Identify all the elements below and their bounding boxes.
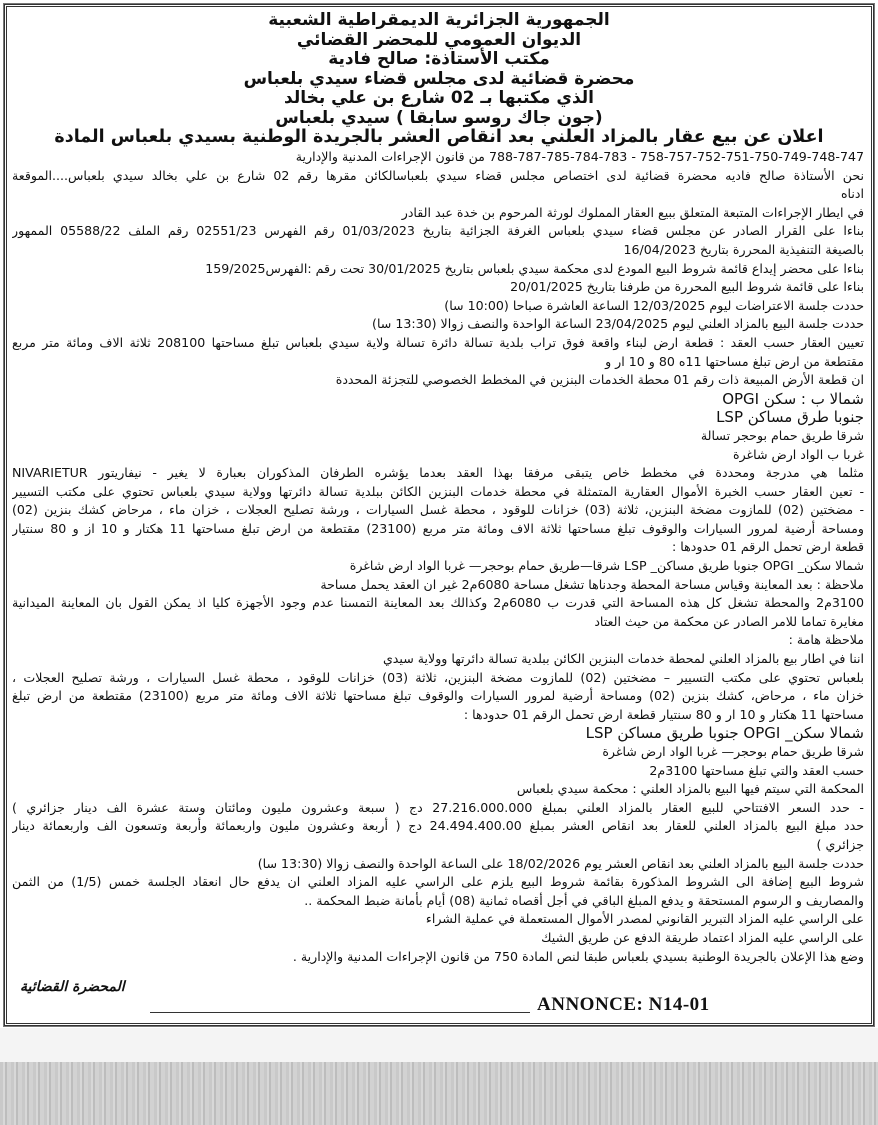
body-line: حددت جلسة البيع بالمزاد العلني بعد انقاص العشر يوم 18/02/2026 على الساعة الواحدة والنصف زوالا (13:30 سا) <box>257 855 864 871</box>
header-line: الذي مكتبها بـ 02 شارع بن علي بخالد <box>284 88 594 108</box>
body-line: - تعين العقار حسب الخبرة الأموال العقارية المتمثلة في محطة خدمات البنزين الكائن ببلدية تسالة دائرتها وولاية سيدي بلعباس تحتوي على مكتب التسيير <box>12 483 864 499</box>
body-line: ادناه <box>840 186 864 202</box>
body-line: بالصيغة التنفيذية المحررة بتاريخ 16/04/2023 <box>623 241 864 257</box>
body-line: تعيين العقار حسب العقد : قطعة ارض لبناء واقعة فوق تراب بلدية تسالة دائرة تسالة ولاية سيدي بلعباس تبلغ مساحتها 208100 ثلاثة الاف ومائة متر مربع <box>12 334 864 350</box>
body-line: وضع هذا الإعلان بالجريدة الوطنية بسيدي بلعباس طبقا لنص المادة 750 من قانون الإجراءات المدنية والإدارية . <box>292 948 864 964</box>
body-line: ان قطعة الأرض المبيعة ذات رقم 01 محطة الخدمات البنزين في المخطط الخصوصي للتجزئة المحددة <box>335 372 864 388</box>
body-line: في ايطار الإجراءات المتبعة المتعلق ببيع العقار المملوك لورثة المرحوم بن خدة عبد القادر <box>401 204 864 220</box>
body-line: حسب العقد والتي تبلغ مساحتها 3100م2 <box>649 762 864 778</box>
body-line: شرقا طريق حمام بوحجر— غربا الواد ارض شاغرة <box>602 744 864 759</box>
header-line: (جون جاك روسو سابقا ) سيدي بلعباس <box>275 107 603 128</box>
body-line: حددت جلسة الاعتراضات ليوم 12/03/2025 الساعة العاشرة صباحا (10:00 سا) <box>444 297 864 313</box>
header-line: محضرة قضائية لدى مجلس قضاء سيدي بلعباس <box>243 68 635 89</box>
body-line: ملاحظة هامة : <box>788 632 864 648</box>
body-line: - حدد السعر الافتتاحي للبيع العقار بالمزاد العلني بمبلغ 27.216.000.000 دج ( سبعة وعشرون مليون ومائتان وستة عشرة الف دينار جزائري ) <box>12 799 864 815</box>
notice-header <box>10 11 868 148</box>
body-line: 3100م2 والمحطة تشغل كل هذه المساحة التي قدرت ب 6080م2 وكذالك بعد المعاينة التمسنا عدم وجود الأجهزة كليا اذ يمكن القول بان المعاينة الميدانية <box>12 595 864 611</box>
body-line: شروط البيع إضافة الى الشروط المذكورة بقائمة شروط البيع يلزم على الراسي عليه المزاد العلني ان يدفع حال انعقاد الجلسة خمس (1/5) من الثمن <box>12 874 864 890</box>
page-margin <box>0 1028 878 1062</box>
body-line: شمالا ب : سكن OPGI <box>722 389 864 408</box>
scan-background <box>0 1062 878 1125</box>
body-line: شرقا طريق حمام بوحجر تسالة <box>700 427 864 443</box>
body-line: قطعة ارض تحمل الرقم 01 حدودها : <box>672 539 864 555</box>
body-line: ومساحة أرضية لمرور السيارات والوقوف تبلغ مساحتها ثلاثة الاف ومائة متر مربع (23100) مقتطعة من ارض تبلغ مساحتها 11 هكتار و 10 از و 80 سنتيار <box>12 520 864 536</box>
body-line: 758-757-752-751-750-749-748-747 - 788-787-785-784-783 من قانون الإجراءات المدنية والإدارية <box>295 149 864 164</box>
body-line: شمالا سكن_ OPGI جنوبا طريق مساكن LSP <box>585 724 864 743</box>
body-line: خزان ماء ، مرحاض، كشك بنزين (02) ومساحة أرضية لمرور السيارات والوقوف تبلغ مساحتها ثلاثة الاف ومائة متر مربع (23100) مقتطعة من ارض تبلغ <box>12 688 864 704</box>
notice-body <box>12 148 864 966</box>
body-line: ملاحظة : بعد المعاينة وقياس مساحة المحطة وجدناها تشغل مساحة 6080م2 غير ان العقد يحمل مساحة <box>320 576 864 592</box>
signature: المحضرة القضائية <box>20 979 125 995</box>
body-line: بلعباس تحتوي على مكتب التسيير – مضختين (02) للمازوت مضخة البنزين، ثلاثة (03) خزانات للوقود ، محطة غسل السيارات ، ورشة تصليح العجلات ، <box>12 669 864 685</box>
body-line: نحن الأستاذة صالح فاديه محضرة قضائية لدى اختصاص مجلس قضاء سيدي بلعباسالكائن مقرها رقم 02 شارع بن علي بخالد سيدي بلعباس....الموقعة <box>12 167 864 183</box>
divider <box>150 1012 530 1013</box>
body-line: اننا في اطار بيع بالمزاد العلني لمحطة خدمات البنزين الكائن ببلدية تسالة دائرتها وولاية سيدي <box>382 651 864 667</box>
body-line: على الراسي عليه المزاد اعتماد طريقة الدفع عن طريق الشيك <box>541 929 864 945</box>
body-line: شمالا سكن_ OPGI جنوبا طريق مساكن_ LSP شرقا—طريق حمام بوحجر— غربا الواد ارض شاغرة <box>349 558 864 574</box>
header-line: الديوان العمومي للمحضر القضائي <box>296 29 582 50</box>
body-line: حدد مبلغ البيع بالمزاد العلني للعقار بعد انقاص العشر بمبلغ 24.494.400.00 دج ( أربعة وعشرون مليون واربعمائة وأربعة وتسعون الف واربعمائة دينار <box>12 818 864 834</box>
body-line: بناءا على القرار الصادر عن مجلس قضاء سيدي بلعباس الغرفة الجزائية بتاريخ 01/03/2023 رقم الفهرس 02551/23 رقم الملف 05588/22 الممهور <box>12 223 864 239</box>
body-line: مثلما هي مدرجة ومحددة في مخطط خاص يتبقى مرفقا بهذا العقد بعدما يؤشره الطرفان المذكوران بعبارة لا يغير - نيفاريتور NIVARIETUR <box>12 465 864 481</box>
body-line: جنوبا طرق مساكن LSP <box>716 408 864 427</box>
body-line: حددت جلسة البيع بالمزاد العلني ليوم 23/04/2025 الساعة الواحدة والنصف زوالا (13:30 سا) <box>372 316 864 332</box>
body-line: مقتطعة من ارض تبلغ مساحتها 11ه 80 و 10 ار و <box>605 353 864 369</box>
body-line: جزائري ) <box>816 836 864 852</box>
body-line: - مضختين (02) للمازوت مضخة البنزين، ثلاثة (03) خزانات للوقود ، محطة غسل السيارات ، ورشة تصليح العجلات ، خزان ماء ، مرحاض كشك بنزين (02) <box>12 502 864 518</box>
header-line: مكتب الأستاذة: صالح فادية <box>328 49 550 69</box>
body-line: مساحتها 11 هكتار و 10 ار و 80 سنتيار قطعة ارض تحمل الرقم 01 حدودها : <box>463 706 864 722</box>
annonce-number: ANNONCE: N14-01 <box>537 994 710 1015</box>
body-line: غربا ب الواد ارض شاغرة <box>732 446 864 462</box>
body-line: والمصاريف و الرسوم المستحقة و يدفع المبلغ الباقي في أجل أقصاه ثمانية (08) أيام بأمانة ضبط المحكمة .. <box>304 892 864 908</box>
header-line: اعلان عن بيع عقار بالمزاد العلني بعد انقاص العشر بالجريدة الوطنية بسيدي بلعباس المادة <box>54 127 824 147</box>
body-line: بناءا على محضر إيداع قائمة شروط البيع المودع لدى محكمة سيدي بلعباس بتاريخ 30/01/2025 تحت رقم :الفهرس159/2025 <box>205 260 864 276</box>
body-line: على الراسي عليه المزاد التبرير القانوني لمصدر الأموال المستعملة في عملية الشراء <box>425 911 864 927</box>
body-line: المحكمة التي سيتم فيها البيع بالمزاد العلني : محكمة سيدي بلعباس <box>516 781 864 797</box>
header-line: الجمهورية الجزائرية الديمقراطية الشعبية <box>268 10 610 30</box>
body-line: مغايرة تماما للامر الصادر عن محكمة من حيث العتاد <box>594 613 864 629</box>
body-line: بناءا على قائمة شروط البيع المحررة من طرفنا بتاريخ 20/01/2025 <box>510 279 864 295</box>
